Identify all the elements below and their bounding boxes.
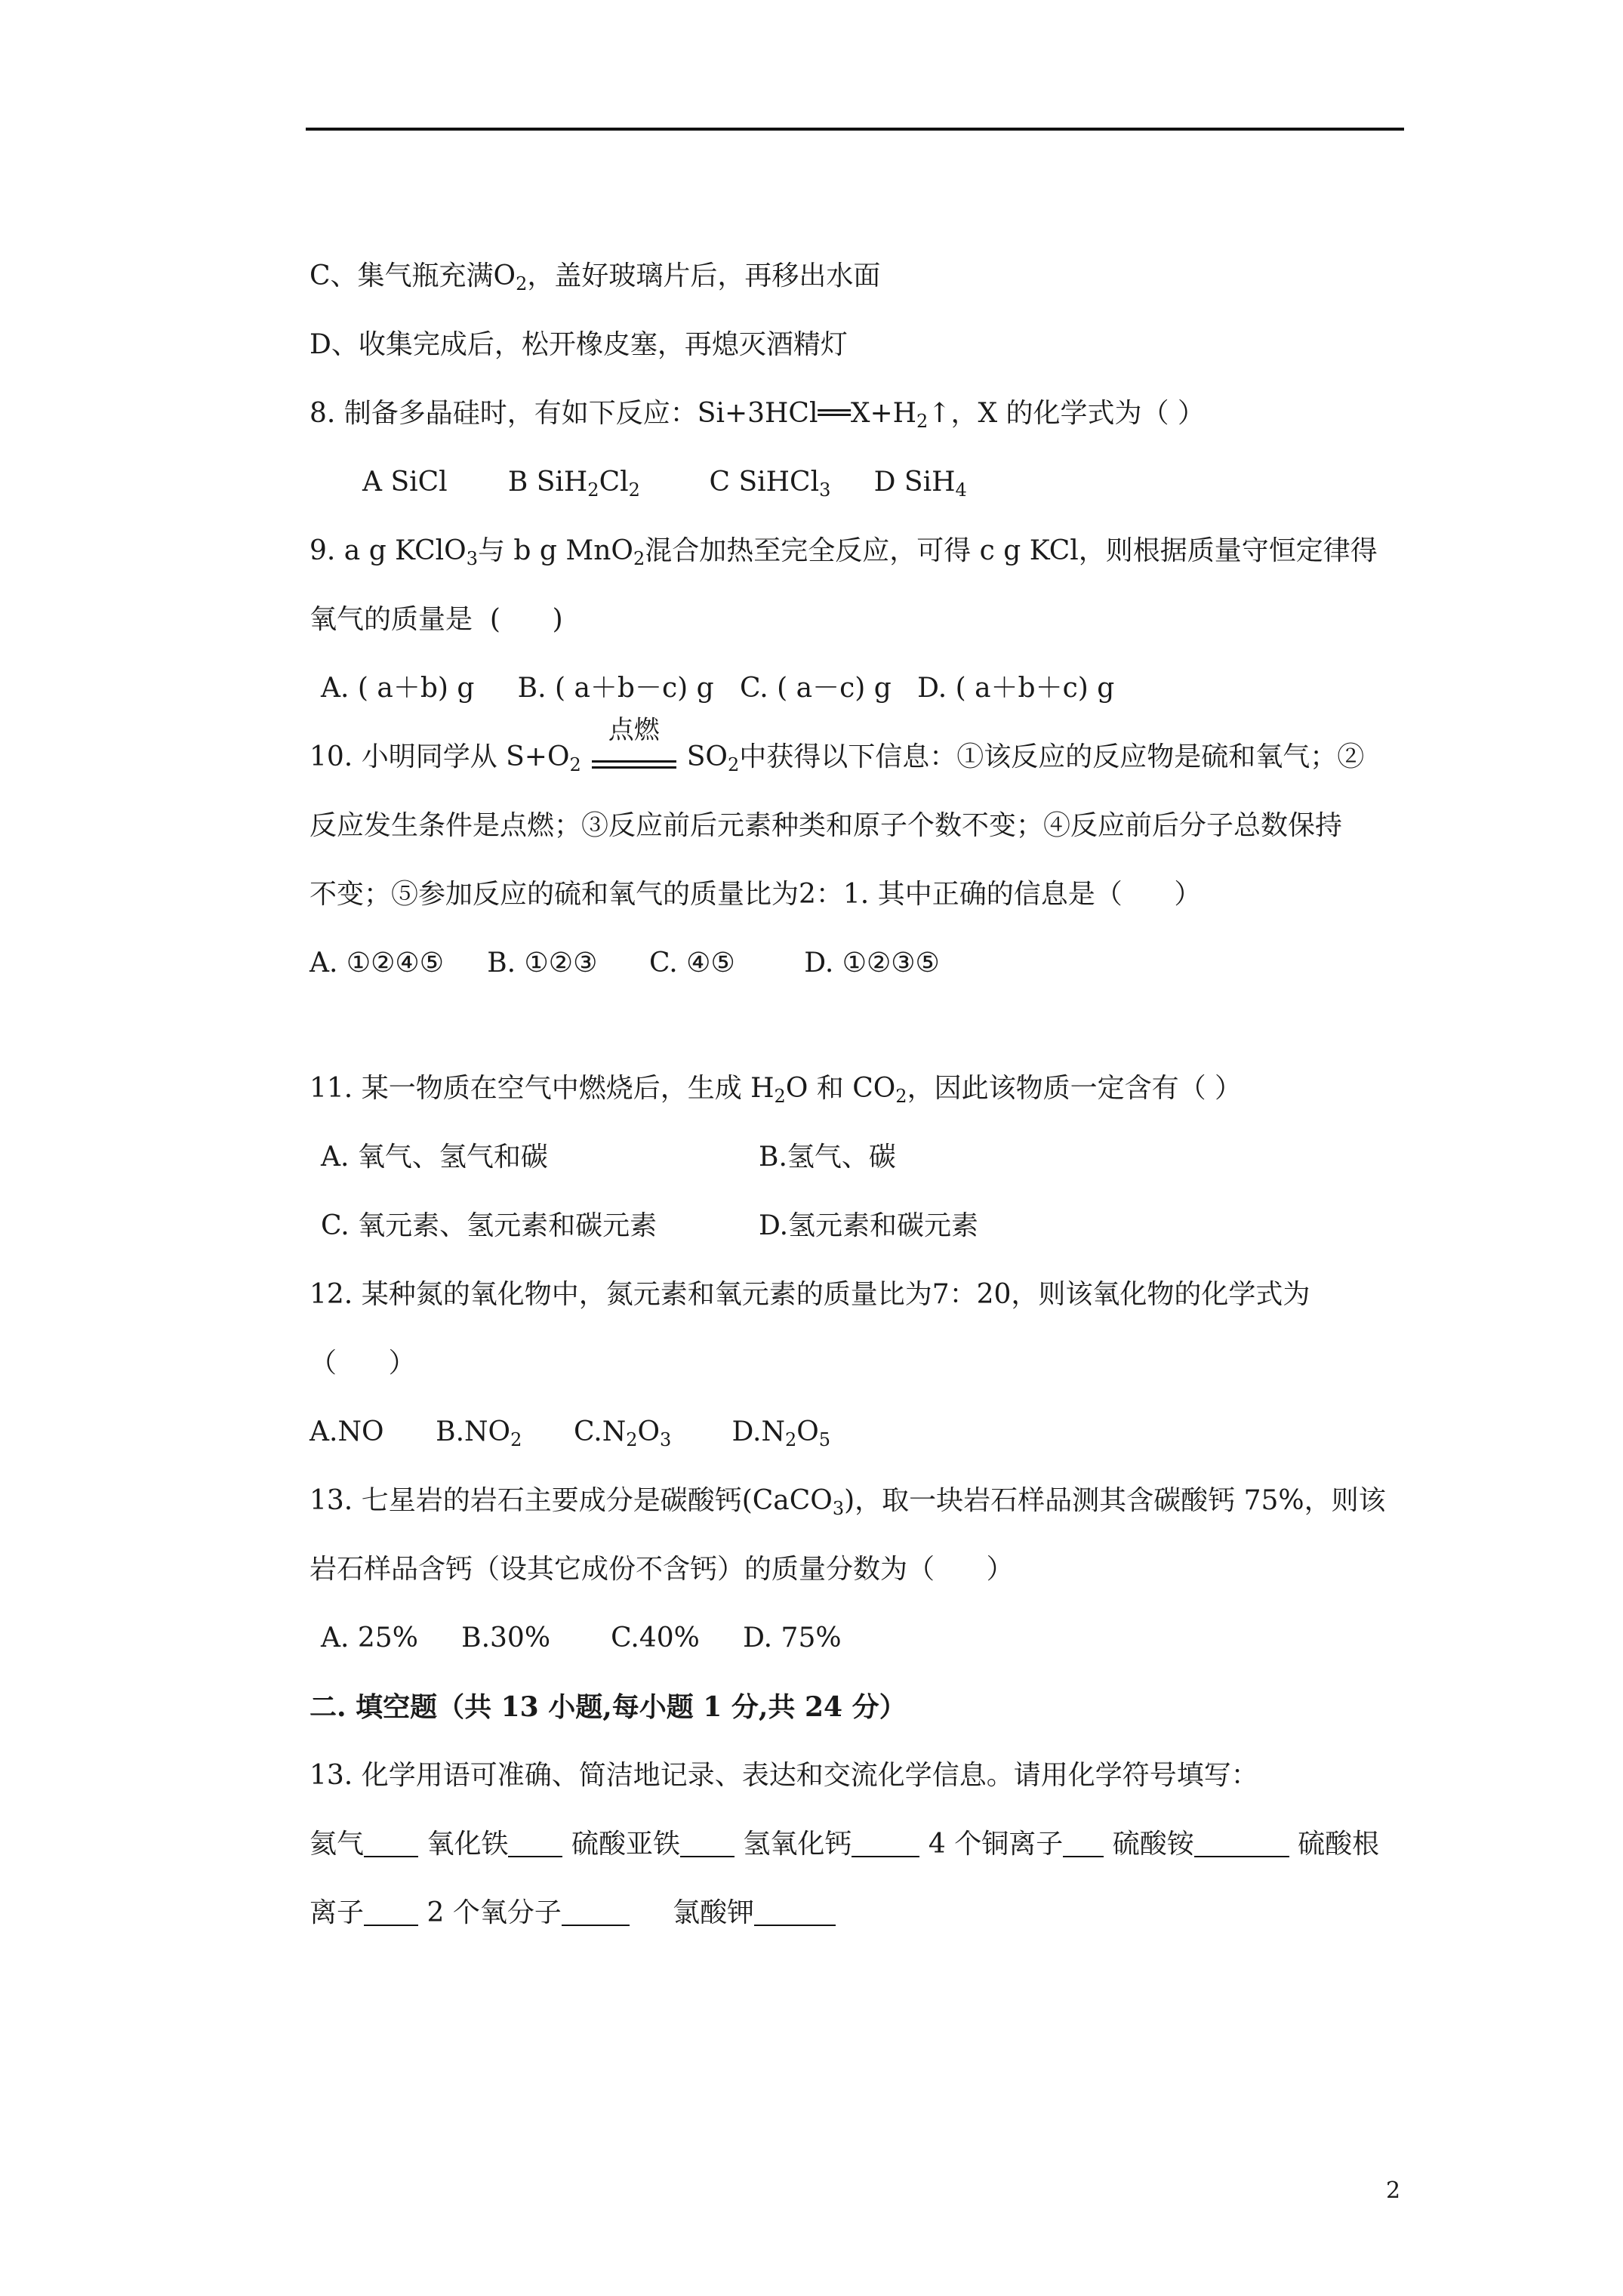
q8-stem: 8. 制备多晶硅时，有如下反应：$Si+3HCl══X+H_2↑$，X 的化学式为（ ） xyxy=(310,398,1205,432)
q10-stem-line2: 反应发生条件是点燃；③反应前后元素种类和原子个数不变；④反应前后分子总数保持 xyxy=(310,810,1343,841)
fill-in-blanks-line1: 氦气 氧化铁 硫酸亚铁 氢氧化钙 4 个铜离子 硫酸铵 硫酸根 xyxy=(310,1829,1380,1860)
q12-options xyxy=(310,1414,830,1450)
blank-3[interactable] xyxy=(680,1830,735,1857)
page-number: 2 xyxy=(1386,2177,1401,2204)
q12-option-a: A.NO xyxy=(310,1416,384,1447)
q8-option-b: B $SiH_2Cl_2$ xyxy=(507,467,640,501)
q13-options: A. 25% B.30% C.40% D. 75% xyxy=(321,1623,842,1653)
blank-2[interactable] xyxy=(508,1830,562,1857)
reaction-condition: 点燃 xyxy=(589,739,679,775)
q13-stem-line2: 岩石样品含钙（设其它成份不含钙）的质量分数为（ ） xyxy=(310,1554,1014,1585)
fill-in-blanks-line2: 离子 2 个氧分子 氯酸钾 xyxy=(310,1895,836,1931)
q8-options xyxy=(362,464,967,501)
q8-option-d: D SiH$_4$ xyxy=(873,467,967,501)
q11-option-d: D.氢元素和碳元素 xyxy=(759,1210,979,1241)
q12-option-b: $B.NO_2$ xyxy=(436,1416,522,1450)
q11-stem: 11. 某一物质在空气中燃烧后，生成 $H_2O$ 和 $CO_2$，因此该物质一定含有（ ） xyxy=(310,1073,1243,1107)
q9-options: A. ( a＋b) g B. ( a＋b－c) g C. ( a－c) g D. ( a＋b＋c) g xyxy=(321,673,1115,704)
q11-option-a: A. 氧气、氢气和碳 xyxy=(321,1142,548,1173)
blank-8[interactable] xyxy=(562,1899,630,1926)
q12-option-d: $D.N_2O_5$ xyxy=(731,1416,831,1450)
fill-in-stem: 13. 化学用语可准确、简洁地记录、表达和交流化学信息。请用化学符号填写： xyxy=(310,1760,1258,1791)
q10-stem-line3: 不变；⑤参加反应的硫和氧气的质量比为2：1. 其中正确的信息是（ ） xyxy=(310,879,1202,910)
blank-5[interactable] xyxy=(1063,1830,1104,1857)
q9-stem: 9. a g KClO$_3$与 b g MnO$_2$混合加热至完全反应，可得 c g KCl，则根据质量守恒定律得 xyxy=(310,535,1378,569)
q8-option-a: A SiCl xyxy=(362,467,448,498)
q12-paren: （ ） xyxy=(310,1348,416,1379)
q7-option-c: C、集气瓶充满$O_2$，盖好玻璃片后，再移出水面 xyxy=(310,260,881,294)
q12-stem: 12. 某种氮的氧化物中，氮元素和氧元素的质量比为7：20，则该氧化物的化学式为 xyxy=(310,1279,1310,1310)
blank-4[interactable] xyxy=(852,1830,919,1857)
q11-option-b: B.氢气、碳 xyxy=(759,1142,896,1173)
q10-stem: 10. 小明同学从 $S+O_2$ 点燃 $SO_2$中获得以下信息：①该反应的反应物是硫和氧气；② xyxy=(310,715,1365,775)
header-rule xyxy=(306,128,1404,131)
q12-option-c: $C.N_2O_3$ xyxy=(574,1416,672,1450)
blank-6[interactable] xyxy=(1194,1830,1289,1857)
section-heading: 二. 填空题（共 13 小题,每小题 1 分,共 24 分） xyxy=(310,1691,907,1723)
q9-stem-line2: 氧气的质量是 ( ) xyxy=(310,604,563,635)
q7-option-d: D、收集完成后，松开橡皮塞，再熄灭酒精灯 xyxy=(310,329,848,360)
blank-7[interactable] xyxy=(364,1899,418,1926)
blank-1[interactable] xyxy=(364,1830,418,1857)
q13-stem: 13. 七星岩的岩石主要成分是碳酸钙(CaCO$_3$)，取一块岩石样品测其含碳酸钙 75%，则该 xyxy=(310,1485,1386,1519)
q8-option-c: C SiHCl$_3$ xyxy=(709,467,831,501)
blank-9[interactable] xyxy=(754,1899,836,1926)
q10-options: A. ①②④⑤ B. ①②③ C. ④⑤ D. ①②③⑤ xyxy=(310,948,940,978)
q11-option-c: C. 氧元素、氢元素和碳元素 xyxy=(321,1210,658,1241)
